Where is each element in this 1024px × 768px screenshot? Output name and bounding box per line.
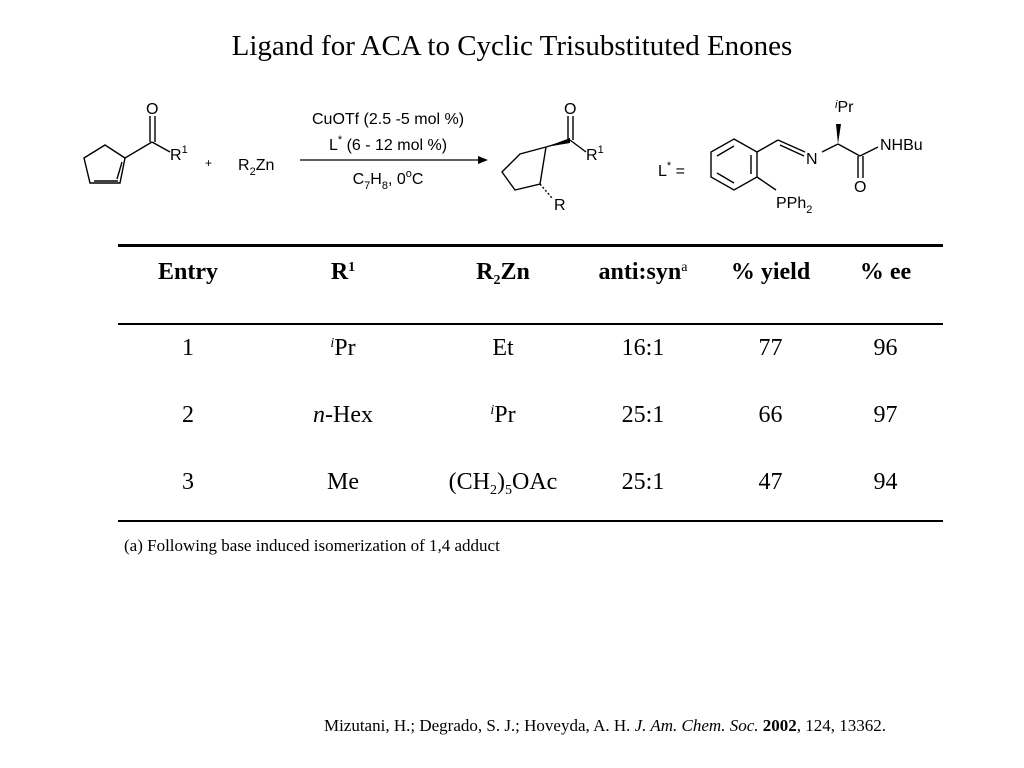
header-antisyn: anti:syn$^a$ [598,259,688,285]
table-header [118,252,943,292]
cell-r2: $^i$Pr [490,402,516,428]
reaction-scheme [70,92,950,222]
table-row [118,328,943,368]
ligand-label: L* = [658,160,685,180]
cell-yield: 66 [758,402,783,428]
cell-antisyn: 25:1 [621,402,665,428]
cell-ee: 97 [873,402,898,428]
ligand-ipr-label: $^i$Pr [835,99,854,116]
header-ee: % ee [859,259,912,285]
header-entry: Entry [158,259,218,285]
plus-sign: + [205,156,213,170]
ligand-nhbu-label: NHBu [880,137,923,154]
cell-r1: $^i$Pr [330,335,356,361]
cell-r2: $(CH_2)_5OAc$ [448,469,558,498]
table-row [118,395,943,435]
product-r-label: R [554,197,566,214]
condition-ligand-loading: L* (6 - 12 mol %) [328,134,448,154]
cell-entry: 3 [182,469,194,495]
table-header-rule [118,323,943,325]
reactant-oxygen-label: O [146,101,159,118]
cell-r1: n-Hex [313,402,373,428]
table-bottom-rule [118,520,943,522]
ligand-wedge-bond [836,124,841,144]
reactant-r1-label: $R^1$ [170,144,188,164]
table-top-rule [118,244,943,247]
condition-solvent-temp: $C_7H_8$, 0$^o$C [352,168,424,192]
ligand-oxygen-label: O [854,179,867,196]
cell-entry: 2 [182,402,194,428]
cell-ee: 96 [873,335,898,361]
cell-r1: Me [327,469,359,495]
cell-entry: 1 [182,335,194,361]
table-row [118,462,943,502]
header-yield: % yield [730,259,811,285]
condition-catalyst: CuOTf (2.5 -5 mol %) [311,111,465,128]
citation: Mizutani, H.; Degrado, S. J.; Hoveyda, A. H. J. Am. Chem. Soc. 2002, 124, 13362. [323,716,886,735]
table-footnote: (a) Following base induced isomerization of 1,4 adduct [124,536,500,555]
cell-r2: Et [492,335,514,361]
product-r1-label: $R^1$ [586,144,604,164]
cell-yield: 77 [758,335,783,361]
product-oxygen-label: O [564,101,577,118]
header-r1: $R^1$ [330,259,356,285]
cell-antisyn: 16:1 [621,335,665,361]
ligand-pph2-label: PPh$_2$ [776,195,813,216]
reagent-r2zn: $R_2Zn$ [238,157,275,178]
header-r2zn: $R_2Zn$ [476,259,530,288]
reactant-enone-structure [84,116,170,183]
ligand-nitrogen-label: N [806,151,818,168]
cell-antisyn: 25:1 [621,469,665,495]
cell-ee: 94 [873,469,898,495]
reaction-arrow-head [478,156,488,164]
ligand-structure [711,139,878,190]
cell-yield: 47 [758,469,783,495]
page-title: Ligand for ACA to Cyclic Trisubstituted Enones [231,30,793,62]
product-structure [502,116,586,198]
